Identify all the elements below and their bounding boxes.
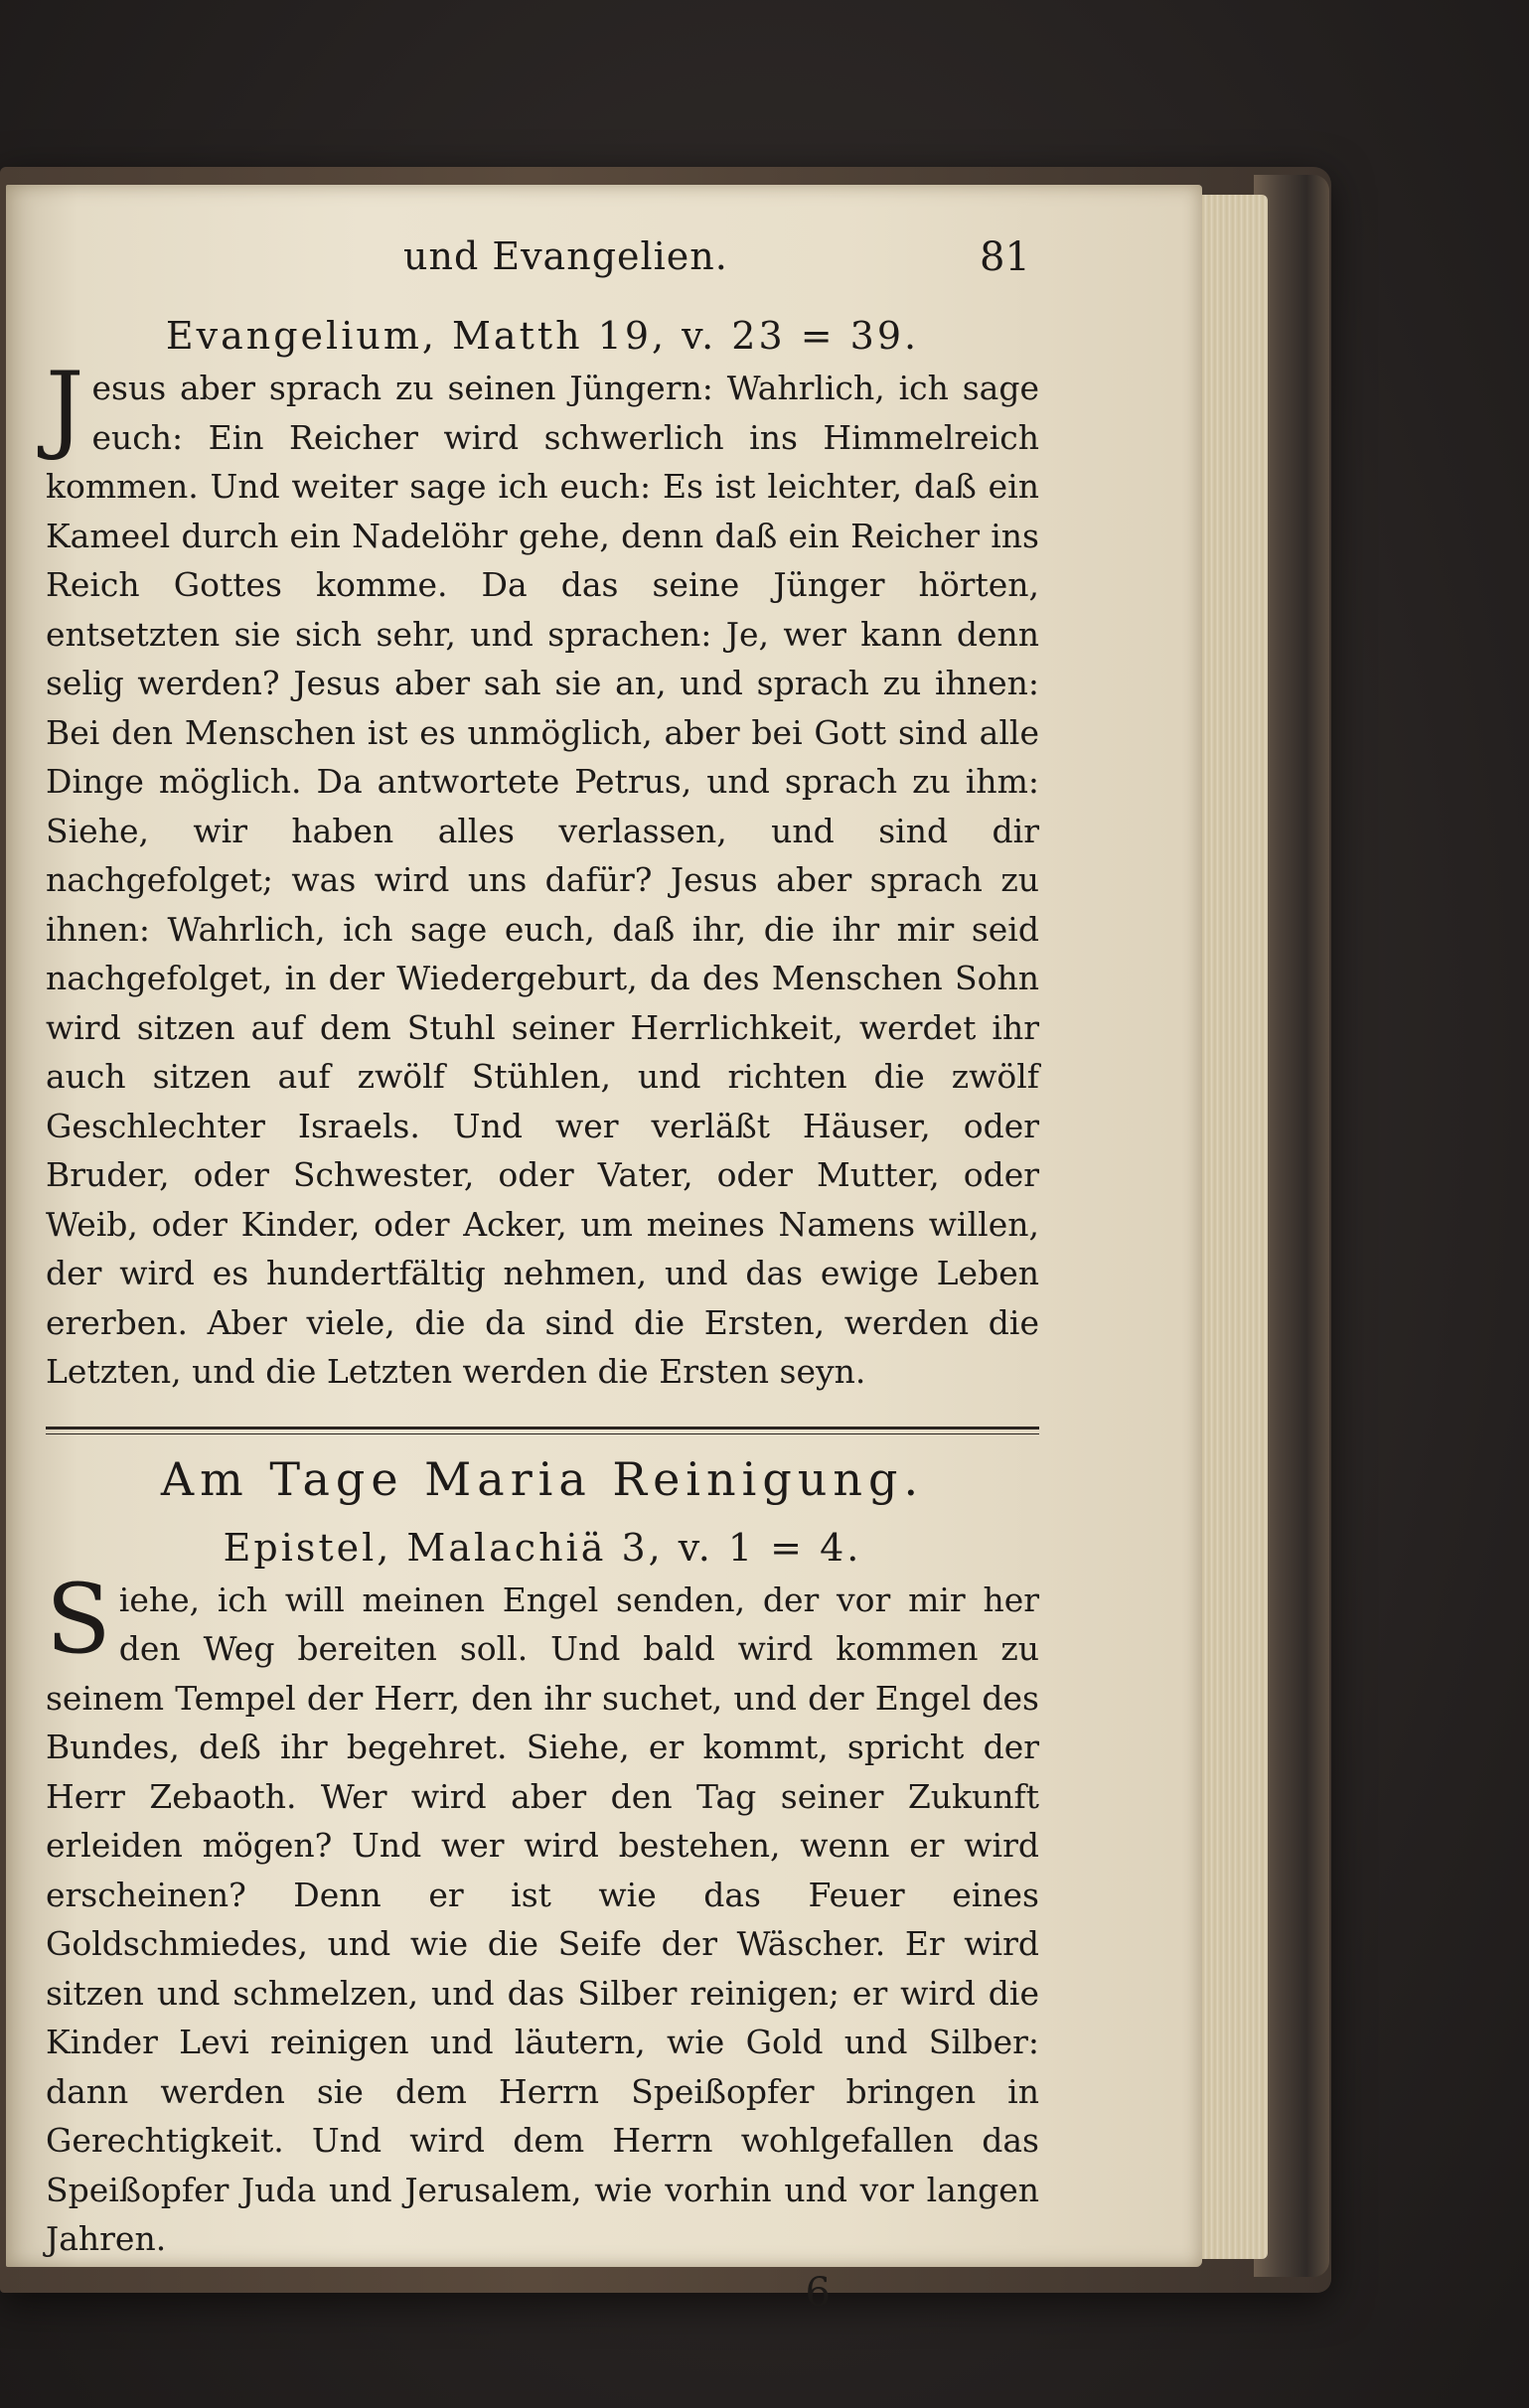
epistle-text — [46, 1563, 1039, 2264]
page-content — [46, 234, 1039, 2316]
feast-title: Am Tage Maria Reinigung. — [160, 1451, 925, 1506]
section-divider — [46, 1427, 1039, 1430]
epistle-body: iehe, ich will meinen Engel senden, der vor mir her den Weg bereiten soll. Und bald wird kommen zu seinem Tempel der Herr, den ihr suchet, und der Engel des Bundes, deß ihr begehret. Siehe, er kommt, spricht der Herr Zebaoth. Wer wird aber den Tag seiner Zukunft erleiden mögen? Und wer wird bestehen, wenn er wird erscheinen? Denn er ist wie das Feuer eines Goldschmiedes, und wie die Seife der Wäscher. Er wird sitzen und schmelzen, und das Silber reinigen; er wird die Kinder Levi reinigen und läutern, wie Gold und Silber: dann werden sie dem Herrn Speißopfer bringen in Gerechtigkeit. Und wird dem Herrn wohlgefallen das Speißopfer Juda und Jerusalem, wie vorhin und vor langen Jahren. — [46, 1580, 1039, 2258]
running-head — [46, 234, 1039, 294]
gospel-heading: Evangelium, Matth 19, v. 23 = 39. — [165, 314, 920, 358]
book-page — [6, 185, 1202, 2316]
section-divider-thin — [46, 1433, 1039, 1434]
gospel-text — [46, 352, 1039, 1397]
epistle-heading: Epistel, Malachiä 3, v. 1 = 4. — [223, 1525, 862, 1570]
epistle-dropcap: S — [46, 1563, 111, 1675]
page-number: 81 — [980, 234, 1030, 280]
gospel-body: esus aber sprach zu seinen Jüngern: Wahrlich, ich sage euch: Ein Reicher wird schwerlich ins Himmelreich kommen. Und weiter sage ich euch: Es ist leichter, daß ein Kameel durch ein Nadelöhr gehe, denn daß ein Reicher ins Reich Gottes komme. Da das seine Jünger hörten, entsetzten sie sich sehr, und sprachen: Je, wer kann denn selig werden? Jesus aber sah sie an, und sprach zu ihnen: Bei den Menschen ist es unmöglich, aber bei Gott sind alle Dinge möglich. Da antwortete Petrus, und sprach zu ihm: Siehe, wir haben alles verlassen, und sind dir nachgefolget; was wird uns dafür? Jesus aber sprach zu ihnen: Wahrlich, ich sage euch, daß ihr, die ihr mir seid nachgefolget, in der Wiedergeburt, da des Menschen Sohn wird sitzen auf dem Stuhl seiner Herrlichkeit, werdet ihr auch sitzen auf zwölf Stühlen, und richten die zwölf Geschlechter Israels. Und wer verläßt Häuser, oder Bruder, oder Schwester, oder Vater, oder Mutter, oder Weib, oder Kinder, oder Acker, um meines Namens willen, der wird es hundertfältig nehmen, und das ewige Leben ererben. Aber viele, die da sind die Ersten, werden die Letzten, und die Letzten werden die Ersten seyn. — [46, 369, 1039, 1391]
running-head-title: und Evangelien. — [403, 234, 728, 278]
gospel-dropcap: J — [46, 352, 84, 463]
signature-mark: 6 — [805, 2269, 831, 2316]
